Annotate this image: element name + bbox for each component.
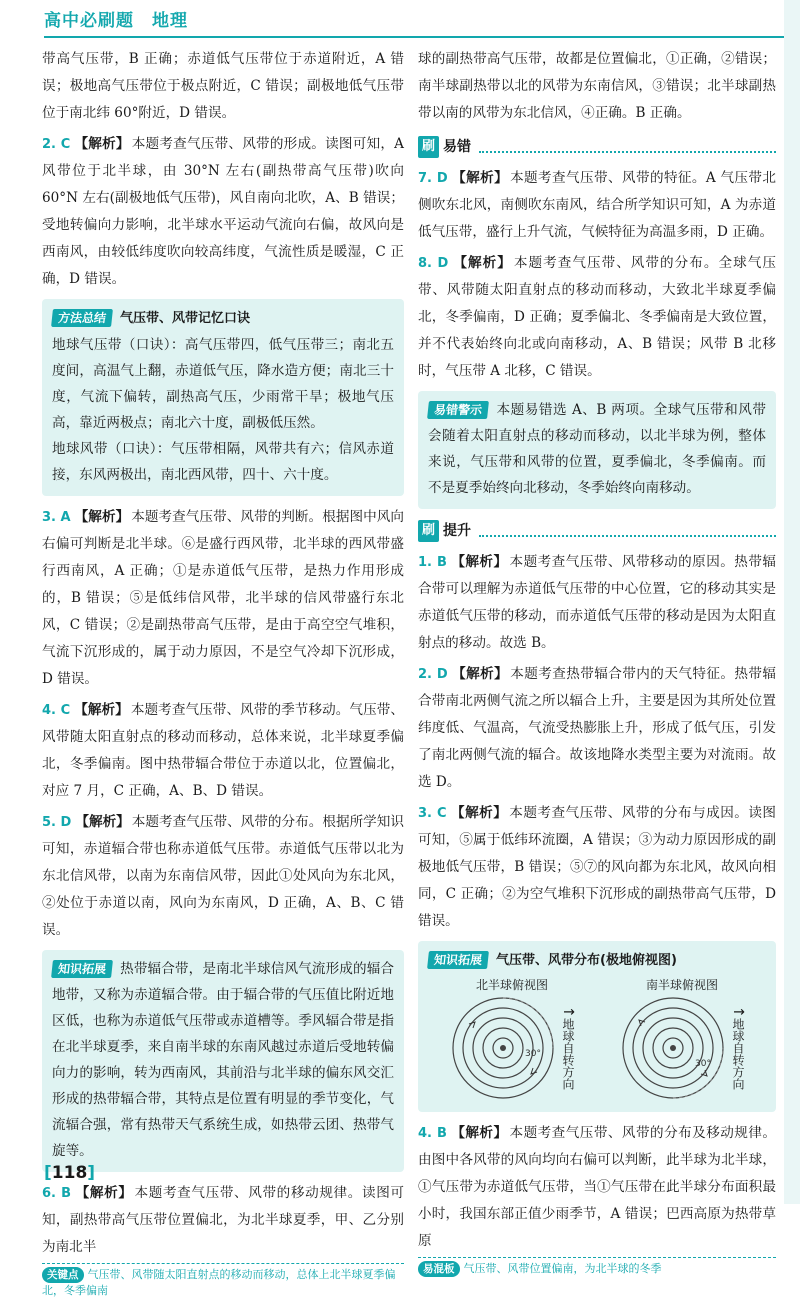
- answer-text: 本题考查热带辐合带内的天气特征。热带辐合带南北两侧气流之所以辐合上升，主要是因为其所处位置纬度低、气温高，气流受热膨胀上升，形成了低气压，引发了南北两侧气流的辐合。故该地降水类型主要为对流雨。故选 D。: [418, 666, 776, 790]
- answer-number: 2. D: [418, 667, 448, 682]
- answer-item-2: [42, 131, 404, 293]
- key-point-footnote: [42, 1263, 404, 1299]
- box-tag: 方法总结: [51, 309, 113, 327]
- answer-number: 6. B: [42, 1186, 72, 1201]
- answer-number: 4. C: [42, 703, 71, 718]
- answer-text: 本题考查气压带、风带移动的原因。热带辐合带可以理解为赤道低气压带的中心位置，它的移动其实是赤道低气压带的移动，而赤道低气压带的移动是因为太阳直射点的移动。故选 B。: [418, 554, 777, 651]
- answer-text: 本题考查气压带、风带的特征。A 气压带北侧吹东北风，南侧吹东南风，结合所学知识可知，A 为赤道低气压带，盛行上升气流，气候特征为高温多雨，D 正确。: [418, 170, 776, 240]
- answer-number: 7. D: [418, 171, 448, 186]
- answer-number: 3. A: [42, 510, 71, 525]
- box-title: 气压带、风带记忆口诀: [120, 311, 251, 326]
- answer-number: 4. B: [418, 1126, 447, 1141]
- footnote-text: 气压带、风带随太阳直射点的移动而移动，总体上北半球夏季偏北，冬季偏南: [42, 1268, 396, 1297]
- answer-text: 本题考查气压带、风带的移动规律。读图可知，副热带高气压带位置偏北，为北半球夏季，甲、乙分别为南北半: [42, 1185, 405, 1255]
- box-tag: 易错警示: [427, 401, 489, 419]
- error-warning-box: [418, 391, 776, 509]
- answer-item-5: [42, 809, 404, 944]
- rotation-text: 地球自转方向: [731, 1017, 745, 1090]
- box-tag: 知识拓展: [51, 960, 113, 978]
- south-polar-circles: [619, 994, 727, 1102]
- section-badge: 刷: [418, 136, 439, 158]
- answer-item-1b: [418, 549, 776, 657]
- answer-text: 本题考查气压带、风带的分布及移动规律。由图中各风带的风向均向右偏可以判断，此半球为北半球，①气压带为赤道低气压带，当①气压带在此半球分布面积最小时，我国东部正值少雨季节，A 错误；巴西高原为热带草原: [418, 1125, 777, 1249]
- box-text: 热带辐合带，是南北半球信风气流形成的辐合地带，又称为赤道辐合带。由于辐合带的气压值比附近地区低，也称为赤道低气压带或赤道槽等。季风辐合带是指在北半球夏季，来自南半球的东南风越过赤道后受地转偏向力的影响，转为西南风，其前沿与北半球的偏东风交汇形成的热带辐合带，其特点是位置有明显的季节变化，气流辐合强，常有热带天气系统生成，如热带云团、热带气旋等。: [52, 961, 394, 1159]
- knowledge-extension-figure-box: [418, 941, 776, 1112]
- confusion-footnote: [418, 1257, 776, 1277]
- analysis-label: 【解析】: [75, 814, 130, 830]
- answer-item-3b: [418, 800, 776, 935]
- answer-text: 本题考查气压带、风带的分布。根据所学知识可知，赤道辐合带也称赤道低气压带。赤道低气压带以北为东北信风带，以南为东南信风带，因此①处风向为东北风，②处位于赤道以南，风向为东南风，D 正确，A、B、C 错误。: [42, 814, 405, 938]
- rotation-arrow-icon: ↑: [560, 1006, 576, 1018]
- box-tag: 知识拓展: [427, 951, 489, 969]
- analysis-label: 【解析】: [452, 255, 512, 271]
- page-number: [118]: [44, 1163, 96, 1183]
- north-polar-circles: [449, 994, 557, 1102]
- page-edge-strip: [784, 0, 800, 1204]
- header-rule: [44, 36, 800, 38]
- section-divider: [479, 141, 776, 153]
- section-badge: 刷: [418, 520, 439, 542]
- answer-number: 2. C: [42, 137, 71, 152]
- knowledge-extension-box: [42, 950, 404, 1172]
- analysis-label: 【解析】: [74, 702, 129, 718]
- answer-item-4: [42, 697, 404, 805]
- analysis-label: 【解析】: [74, 509, 130, 525]
- analysis-label: 【解析】: [74, 136, 130, 152]
- box-paragraph: 地球风带（口诀）：气压带相隔，风带共有六；信风赤道接，东风两极出，南北西风带，四十、六十度。: [52, 441, 394, 483]
- rotation-label: [561, 1006, 575, 1090]
- answer-item-3: [42, 504, 404, 693]
- box-text: 本题易错选 A、B 两项。全球气压带和风带会随着太阳直射点的移动而移动，以北半球为例，整体来说，气压带和风带的位置，夏季偏北，冬季偏南。而不是夏季始终向北移动，冬季始终向南移动。: [428, 402, 766, 496]
- analysis-label: 【解析】: [450, 554, 508, 570]
- answer-item-2b: [418, 661, 776, 796]
- analysis-label: 【解析】: [451, 170, 509, 186]
- figure-caption: 南半球俯视图: [645, 978, 718, 992]
- right-column: [418, 46, 776, 1277]
- box-paragraph: 地球气压带（口诀）：高气压带四，低气压带三；南北五度间，高温气上翻，赤道低气压，降水造方便；南北三十度，气流下偏转，副热高气压，少雨常干旱；极地气压高，靠近两极点；南北六十度，副极低压然。: [52, 337, 394, 431]
- page-number-value: 118: [51, 1163, 88, 1183]
- section-label: 易错: [443, 138, 472, 155]
- footnote-text: 气压带、风带位置偏南，为北半球的冬季: [463, 1262, 662, 1275]
- left-column: [42, 46, 404, 1299]
- answer-text: 本题考查气压带、风带的形成。读图可知，A 风带位于北半球，由 30°N 左右(副热带高气压带)吹向 60°N 左右(副极地低气压带)，风自南向北吹，A、B 错误；受地转偏向力影响，北半球水平运动气流向右偏，故风向是西南风，由较低纬度吹向较高纬度，气流性质是暖湿，C 正确，D 错误。: [42, 136, 404, 287]
- answer-text: 本题考查气压带、风带的分布。全球气压带、风带随太阳直射点的移动而移动，大致北半球夏季偏北，冬季偏南，D 正确；夏季偏北、冬季偏南是大致位置，并不代表始终向北或向南移动，A、B 错误；风带 B 北移时，气压带 A 北移，C 错误。: [418, 255, 776, 379]
- degree-label: 30°: [525, 1049, 541, 1059]
- footnote-badge: 易混板: [418, 1261, 460, 1277]
- analysis-label: 【解析】: [75, 1185, 133, 1201]
- section-header-improve: [418, 517, 776, 545]
- figure-caption: 北半球俯视图: [475, 978, 548, 992]
- header-title: 高中必刷题 地理: [44, 11, 188, 31]
- page-header: [0, 0, 800, 46]
- rotation-text: 地球自转方向: [561, 1017, 575, 1090]
- box-title: 气压带、风带分布(极地俯视图): [496, 953, 677, 968]
- section-divider: [479, 525, 776, 537]
- section-label: 提升: [443, 522, 472, 539]
- answer-number: 1. B: [418, 555, 447, 570]
- north-hemisphere-diagram: [432, 976, 592, 1102]
- answer-item-7: [418, 165, 776, 246]
- continued-answer: 球的副热带高气压带，故都是位置偏北，①正确，②错误；南半球副热带以北的风带为东南信风，③错误；北半球副热带以南的风带为东北信风，④正确。B 正确。: [418, 51, 776, 121]
- rotation-label: [731, 1006, 745, 1090]
- analysis-label: 【解析】: [450, 1125, 508, 1141]
- answer-item-8: [418, 250, 776, 385]
- section-header-error-prone: [418, 133, 776, 161]
- south-hemisphere-diagram: [602, 976, 762, 1102]
- continued-answer: 带高气压带，B 正确；赤道低气压带位于赤道附近，A 错误；极地高气压带位于极点附近，C 错误；副极地低气压带位于南北纬 60°附近，D 错误。: [42, 51, 404, 121]
- answer-number: 3. C: [418, 806, 447, 821]
- polar-view-figure: [428, 974, 766, 1104]
- answer-item-4b: [418, 1120, 776, 1255]
- rotation-arrow-icon: ↑: [730, 1006, 746, 1018]
- answer-number: 5. D: [42, 815, 72, 830]
- answer-text: 本题考查气压带、风带的季节移动。气压带、风带随太阳直射点的移动而移动，总体来说，北半球夏季偏北，冬季偏南。图中热带辐合带位于赤道以北，位置偏北，对应 7 月，C 正确，A、B、D 错误。: [42, 702, 404, 799]
- answer-text: 本题考查气压带、风带的判断。根据图中风向右偏可判断是北半球。⑥是盛行西风带，北半球的西风带盛行西南风，A 正确；①是赤道低气压带，是热力作用形成的，B 错误；⑤是低纬信风带，北半球的信风带盛行东北风，C 错误；②是副热带高气压带，是由于高空空气堆积，气流下沉形成的，属于动力原因，不是空气冷却下沉形成，D 错误。: [42, 509, 404, 687]
- answer-text: 本题考查气压带、风带的分布与成因。读图可知，⑤属于低纬环流圈，A 错误；③为动力原因形成的副极地低气压带，B 错误；⑤⑦的风向都为东北风，故风向相同，C 正确；②为空气堆积下沉形成的副热带高气压带，D 错误。: [418, 805, 777, 929]
- analysis-label: 【解析】: [450, 805, 508, 821]
- answer-number: 8. D: [418, 256, 449, 271]
- method-summary-box: [42, 299, 404, 496]
- footnote-badge: 关键点: [42, 1267, 84, 1283]
- degree-label: 30°: [695, 1059, 711, 1069]
- answer-item-6: [42, 1180, 404, 1261]
- analysis-label: 【解析】: [451, 666, 509, 682]
